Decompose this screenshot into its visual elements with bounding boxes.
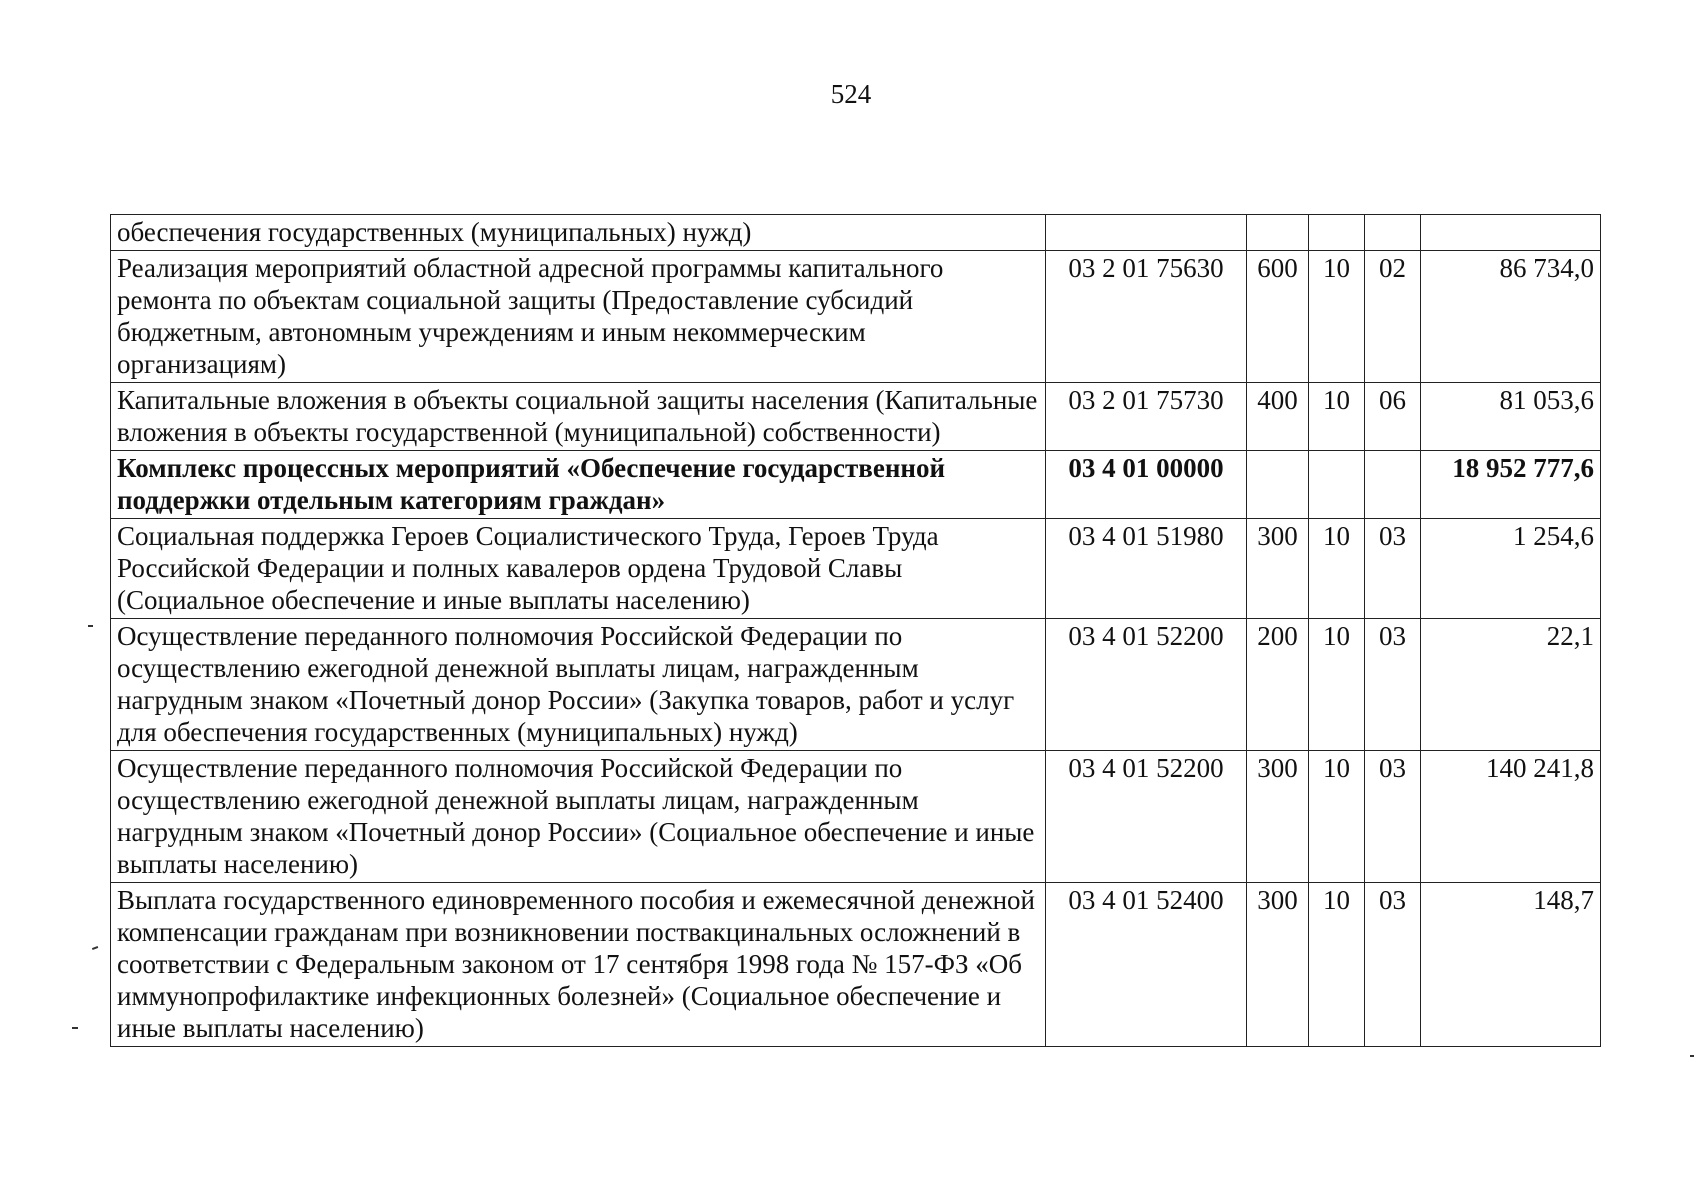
- scan-mark: [72, 1027, 78, 1029]
- row-code: 03 4 01 52400: [1046, 883, 1247, 1047]
- row-sum: 22,1: [1421, 619, 1601, 751]
- table-row: [111, 883, 1601, 1047]
- table-row: [111, 383, 1601, 451]
- row-name: Комплекс процессных мероприятий «Обеспечение государственной поддержки отдельным категориям граждан»: [111, 451, 1046, 519]
- table-row: [111, 251, 1601, 383]
- row-name: Выплата государственного единовременного пособия и ежемесячной денежной компенсации гражданам при возникновении поствакцинальных осложнений в соответствии с Федеральным законом от 17 сентября 1998 года № 157-ФЗ «Об иммунопрофилактике инфекционных болезней» (Социальное обеспечение и иные выплаты населению): [111, 883, 1046, 1047]
- table-row: [111, 519, 1601, 619]
- row-name: Социальная поддержка Героев Социалистического Труда, Героев Труда Российской Федерации и полных кавалеров ордена Трудовой Славы (Социальное обеспечение и иные выплаты населению): [111, 519, 1046, 619]
- row-code: 03 4 01 52200: [1046, 619, 1247, 751]
- row-code: 03 4 01 51980: [1046, 519, 1247, 619]
- row-section: 10: [1309, 751, 1365, 883]
- row-section: 10: [1309, 383, 1365, 451]
- row-sum: 1 254,6: [1421, 519, 1601, 619]
- row-section: 10: [1309, 619, 1365, 751]
- row-sum: 81 053,6: [1421, 383, 1601, 451]
- budget-table: [110, 214, 1601, 1047]
- row-code: 03 2 01 75730: [1046, 383, 1247, 451]
- row-expense-type: 200: [1247, 619, 1309, 751]
- row-expense-type: [1247, 215, 1309, 251]
- row-sum: 148,7: [1421, 883, 1601, 1047]
- row-code: [1046, 215, 1247, 251]
- row-sum: [1421, 215, 1601, 251]
- row-subsection: 02: [1365, 251, 1421, 383]
- scan-mark: [88, 625, 93, 627]
- table-row: [111, 751, 1601, 883]
- table-row: [111, 215, 1601, 251]
- row-section: 10: [1309, 883, 1365, 1047]
- row-subsection: 03: [1365, 751, 1421, 883]
- row-name: обеспечения государственных (муниципальных) нужд): [111, 215, 1046, 251]
- row-name: Осуществление переданного полномочия Российской Федерации по осуществлению ежегодной денежной выплаты лицам, награжденным нагрудным знаком «Почетный донор России» (Закупка товаров, работ и услуг для обеспечения государственных (муниципальных) нужд): [111, 619, 1046, 751]
- page-number: 524: [830, 79, 872, 109]
- row-expense-type: 300: [1247, 883, 1309, 1047]
- row-expense-type: [1247, 451, 1309, 519]
- row-subsection: 06: [1365, 383, 1421, 451]
- table-row-total: [111, 451, 1601, 519]
- row-subsection: 03: [1365, 519, 1421, 619]
- scan-mark: [1690, 1055, 1694, 1057]
- row-expense-type: 600: [1247, 251, 1309, 383]
- row-name: Реализация мероприятий областной адресной программы капитального ремонта по объектам социальной защиты (Предоставление субсидий бюджетным, автономным учреждениям и иным некоммерческим организациям): [111, 251, 1046, 383]
- row-section: [1309, 451, 1365, 519]
- row-sum: 140 241,8: [1421, 751, 1601, 883]
- row-name: Капитальные вложения в объекты социальной защиты населения (Капитальные вложения в объекты государственной (муниципальной) собственности): [111, 383, 1046, 451]
- row-section: 10: [1309, 251, 1365, 383]
- scan-mark: [92, 946, 98, 949]
- row-subsection: 03: [1365, 883, 1421, 1047]
- row-code: 03 4 01 00000: [1046, 451, 1247, 519]
- row-subsection: 03: [1365, 619, 1421, 751]
- row-subsection: [1365, 215, 1421, 251]
- row-sum: 86 734,0: [1421, 251, 1601, 383]
- row-subsection: [1365, 451, 1421, 519]
- row-code: 03 2 01 75630: [1046, 251, 1247, 383]
- row-sum: 18 952 777,6: [1421, 451, 1601, 519]
- row-section: 10: [1309, 519, 1365, 619]
- row-section: [1309, 215, 1365, 251]
- row-code: 03 4 01 52200: [1046, 751, 1247, 883]
- table-row: [111, 619, 1601, 751]
- row-expense-type: 300: [1247, 519, 1309, 619]
- row-expense-type: 300: [1247, 751, 1309, 883]
- row-name: Осуществление переданного полномочия Российской Федерации по осуществлению ежегодной денежной выплаты лицам, награжденным нагрудным знаком «Почетный донор России» (Социальное обеспечение и иные выплаты населению): [111, 751, 1046, 883]
- row-expense-type: 400: [1247, 383, 1309, 451]
